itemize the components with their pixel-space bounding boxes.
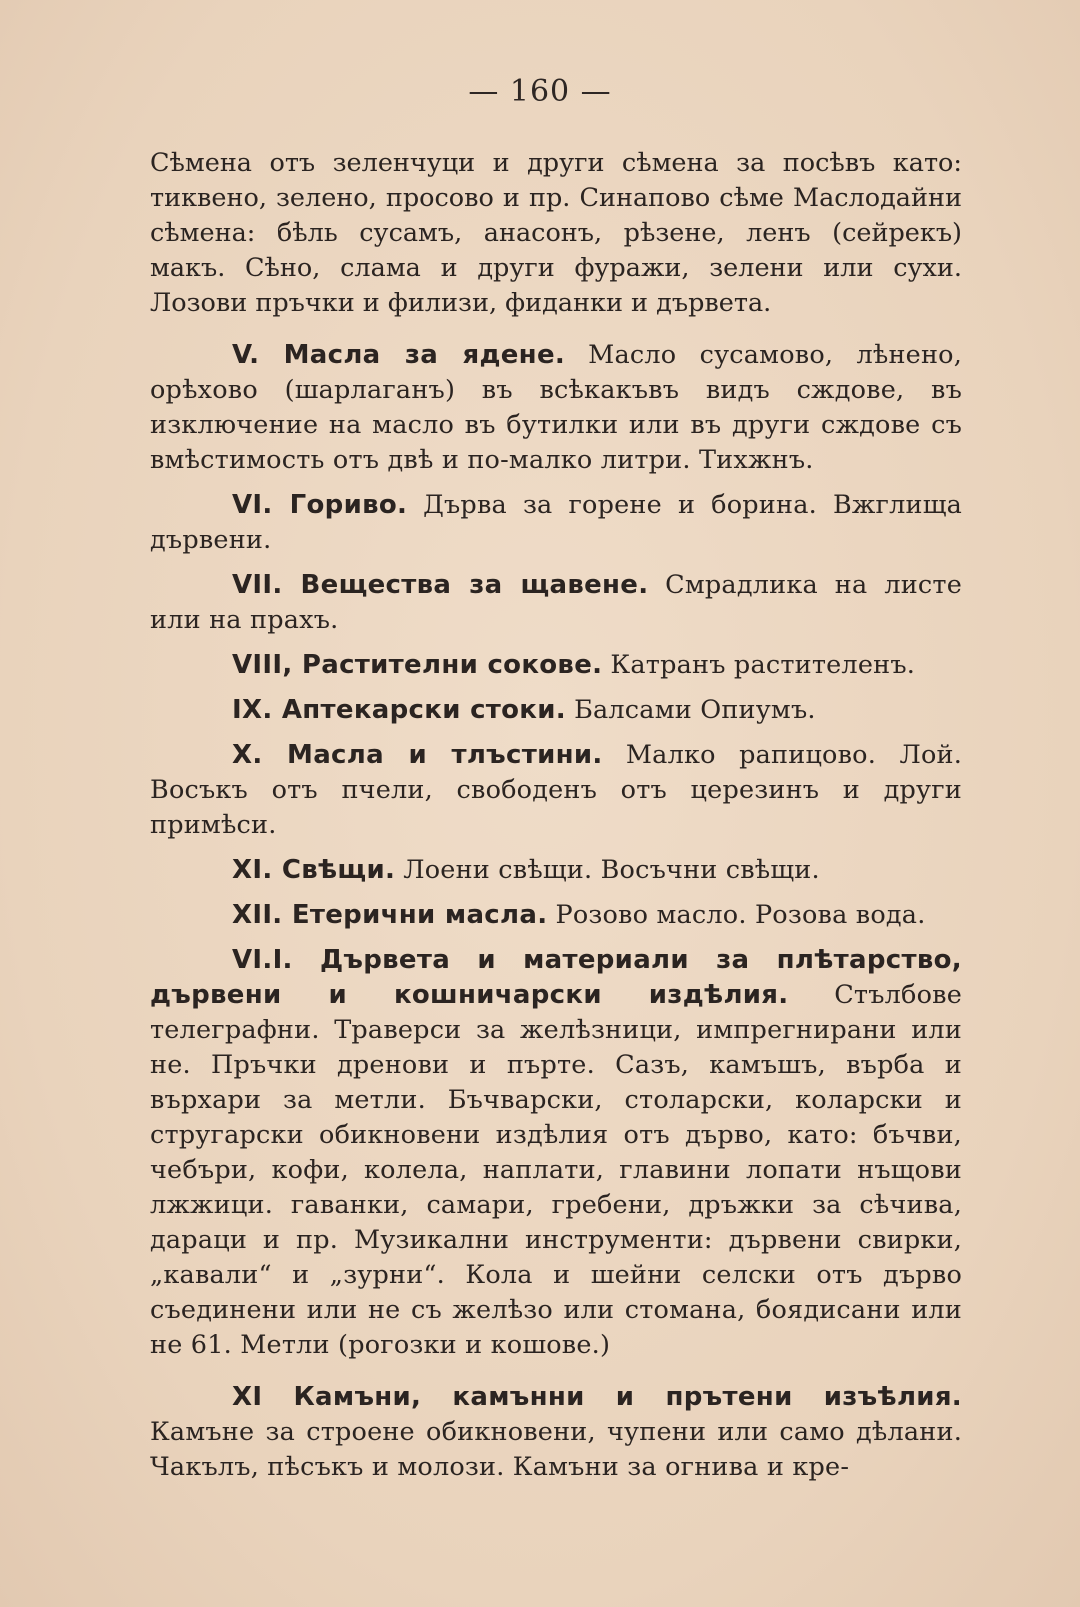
section-text: Лоени свѣщи. Восъчни свѣщи.: [403, 855, 820, 885]
section-heading: VI.I. Дървета и материали за плѣтарство, дървени и кошничарски издѣлия.: [150, 945, 962, 1010]
section-xii: [150, 898, 962, 933]
section-heading: XII. Етерични масла.: [232, 900, 548, 930]
page-number: — 160 —: [468, 74, 612, 109]
section-vii: [150, 568, 962, 638]
section-heading: IX. Аптекарски стоки.: [232, 695, 566, 725]
section-text: Смрадлика на листе или на прахъ.: [150, 570, 963, 635]
section-text: Стълбове телеграфни. Траверси за желѣзници, импрегнирани или не. Пръчки дренови и пърте. Сазъ, камъшъ, върба и върхари за метли. Бъчварски, столарски, коларски и стругарски обикновени издѣлия отъ дърво, като: бъчви, чебъри, кофи, колела, наплати, главини лопати нъщови лжжици. гаванки, самари, гребени, дръжки за сѣчива, дараци и пр. Музикални инструменти: дървени свирки, „кавали“ и „зурни“. Кола и шейни селски отъ дърво съединени или не съ желѣзо или стомана, боядисани или не 61. Метли (рогозки и кошове.): [150, 980, 962, 1360]
section-text: Масло сусамово, лѣнено, орѣхово (шарлаганъ) въ всѣкакъвъ видъ сждове, въ изключение на масло въ бутилки или въ други сждове съ вмѣстимость отъ двѣ и по-малко литри. Тихжнъ.: [150, 340, 963, 475]
section-heading: XI. Свѣщи.: [232, 855, 396, 885]
section-heading: X. Масла и тлъстини.: [232, 740, 603, 770]
section-text: Дърва за горене и борина. Вжглища дървени.: [150, 490, 962, 555]
paragraph-text: Сѣмена отъ зеленчуци и други сѣмена за посѣвъ като: тиквено, зелено, просово и пр. Синапово сѣме Маслодайни сѣмена: бѣль сусамъ, анасонъ, рѣзене, ленъ (сейрекъ) макъ. Сѣно, слама и други фуражи, зелени или сухи. Лозови пръчки и филизи, фиданки и дървета.: [150, 148, 962, 318]
page-body: [150, 146, 962, 1485]
paragraph-seeds: [150, 146, 962, 321]
section-text: Розово масло. Розова вода.: [555, 900, 926, 930]
section-heading: VI. Гориво.: [232, 490, 408, 520]
section-text: Балсами Опиумъ.: [574, 695, 816, 725]
section-text: Малко рапицово. Лой. Восъкъ отъ пчели, свободенъ отъ церезинъ и други примѣси.: [150, 740, 962, 840]
section-heading: VIII, Растителни сокове.: [232, 650, 603, 680]
section-x: [150, 738, 962, 843]
section-v: [150, 338, 962, 478]
section-vi: [150, 488, 962, 558]
section-ix: [150, 693, 962, 728]
section-viii: [150, 648, 962, 683]
section-text: Камъне за строене обикновени, чупени или само дѣлани. Чакълъ, пѣсъкъ и молози. Камъни за огнива и кре-: [150, 1417, 962, 1482]
section-text: Катранъ растителенъ.: [610, 650, 916, 680]
section-heading: VII. Вещества за щавене.: [232, 570, 649, 600]
section-heading: XI Камъни, камънни и прътени изъѣлия.: [232, 1382, 962, 1412]
section-wood: [150, 943, 962, 1363]
section-xi-candles: [150, 853, 962, 888]
section-heading: V. Масла за ядене.: [232, 340, 566, 370]
section-stones: [150, 1380, 962, 1485]
